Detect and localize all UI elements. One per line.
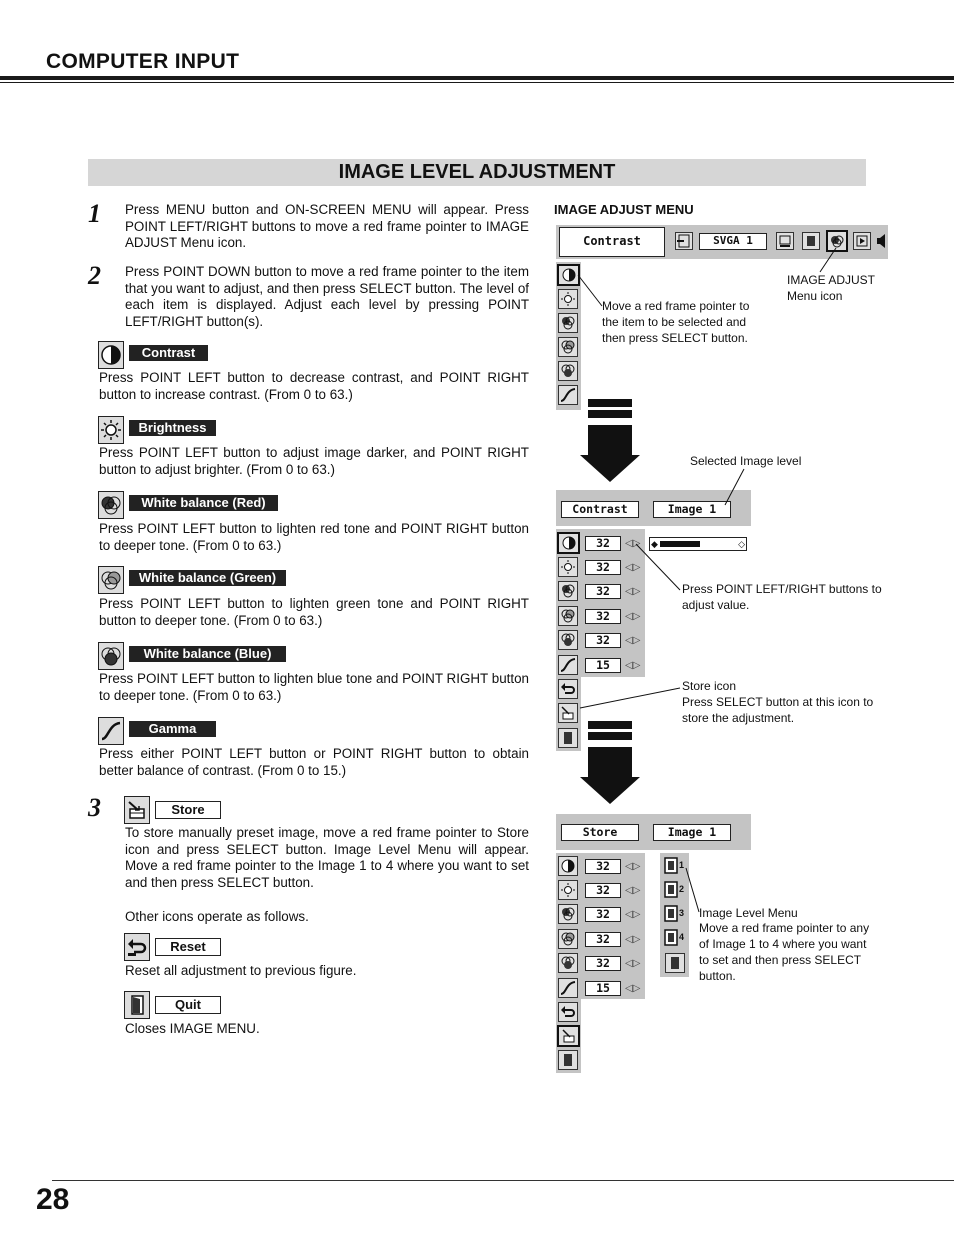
menu3-lr-arrows-1[interactable]: ◁▷ xyxy=(625,861,641,872)
white-balance-red-icon xyxy=(98,491,124,519)
down-arrow-2-bars xyxy=(588,721,632,743)
menu2-lr-arrows-4[interactable]: ◁▷ xyxy=(625,611,641,622)
gamma-label: Gamma xyxy=(129,721,216,737)
menu3-lr-arrows-4[interactable]: ◁▷ xyxy=(625,934,641,945)
white-balance-red-desc: Press POINT LEFT button to lighten red tone and POINT RIGHT button to deeper tone. (From 0 to 63.) xyxy=(99,521,529,553)
menu2-quit-icon xyxy=(558,728,578,748)
menu2-reset-icon xyxy=(558,679,578,699)
menu3-lr-arrows-5[interactable]: ◁▷ xyxy=(625,958,641,969)
menu3-value-brightness: 32 xyxy=(585,883,621,898)
menu3-value-wb-green: 32 xyxy=(585,932,621,947)
menu2-store-icon xyxy=(558,703,578,723)
screen-icon xyxy=(802,232,820,250)
footer-rule xyxy=(52,1180,954,1181)
gamma-desc: Press either POINT LEFT button or POINT RIGHT button to obtain better balance of contrast. (From 0 to 15.) xyxy=(99,746,529,778)
white-balance-green-label: White balance (Green) xyxy=(129,570,286,586)
step-number-3: 3 xyxy=(88,793,101,822)
menu2-value-wb-red: 32 xyxy=(585,584,621,599)
menu2-value-contrast: 32 xyxy=(585,536,621,551)
white-balance-blue-icon xyxy=(98,642,124,670)
header-rule xyxy=(0,76,954,80)
step-1-text: Press MENU button and ON-SCREEN MENU will appear. Press POINT LEFT/RIGHT buttons to move a red frame pointer to IMAGE ADJUST Menu icon. xyxy=(125,202,529,250)
annotation-move-pointer: Move a red frame pointer to the item to be selected and then press SELECT button. xyxy=(602,299,750,345)
gamma-icon xyxy=(98,717,124,745)
image-slot-2[interactable] xyxy=(664,881,686,899)
reset-desc: Reset all adjustment to previous figure. xyxy=(125,963,357,978)
image-slot-2-num: 2 xyxy=(679,884,685,894)
menu2-lr-arrows-3[interactable]: ◁▷ xyxy=(625,586,641,597)
brightness-label: Brightness xyxy=(129,420,216,436)
contrast-icon xyxy=(98,341,124,369)
menu3-wb-red-icon xyxy=(558,904,578,924)
step-2-text: Press POINT DOWN button to move a red frame pointer to the item that you want to adjust, and then press SELECT button. The level of each item is displayed. Adjust each level by pressing POINT LEFT/RIGHT button(s). xyxy=(125,264,529,329)
menu3-wb-blue-icon xyxy=(558,953,578,973)
menu2-value-brightness: 32 xyxy=(585,560,621,575)
brightness-icon xyxy=(98,416,124,444)
menu2-contrast-icon xyxy=(557,532,580,554)
menu-bar-2-field: Contrast xyxy=(561,501,639,518)
image-slot-3-num: 3 xyxy=(679,908,685,918)
white-balance-green-icon xyxy=(98,566,124,594)
menu3-gamma-icon xyxy=(558,978,578,998)
menu2-wb-blue-icon xyxy=(558,630,578,650)
menu2-value-gamma: 15 xyxy=(585,658,621,673)
reset-icon xyxy=(124,933,150,961)
annotation-store-title: Store icon xyxy=(682,679,737,693)
menu3-lr-arrows-3[interactable]: ◁▷ xyxy=(625,909,641,920)
annotation-level-desc: Move a red frame pointer to any of Image 1 to 4 where you want to set and then press SELECT button. xyxy=(699,921,870,983)
menu3-quit-icon xyxy=(558,1050,578,1070)
menu2-gamma-icon xyxy=(558,655,578,675)
annotation-adjust-value: Press POINT LEFT/RIGHT buttons to adjust value. xyxy=(682,582,882,612)
menu1-wb-blue-icon xyxy=(558,361,578,381)
menu-title: IMAGE ADJUST MENU xyxy=(554,202,694,217)
annotation-level-title: Image Level Menu xyxy=(699,906,798,920)
menu2-value-wb-blue: 32 xyxy=(585,633,621,648)
image-slot-4[interactable] xyxy=(664,929,686,947)
source-field: SVGA 1 xyxy=(699,233,767,250)
menu1-wb-green-icon xyxy=(558,337,578,357)
menu3-brightness-icon xyxy=(558,880,578,900)
quit-label: Quit xyxy=(155,996,221,1014)
menu3-value-gamma: 15 xyxy=(585,981,621,996)
menu1-gamma-icon xyxy=(558,385,578,405)
menu2-lr-arrows-1[interactable]: ◁▷ xyxy=(625,538,641,549)
menu2-lr-arrows-5[interactable]: ◁▷ xyxy=(625,635,641,646)
menu3-value-wb-red: 32 xyxy=(585,907,621,922)
menu2-wb-red-icon xyxy=(558,581,578,601)
section-title: IMAGE LEVEL ADJUSTMENT xyxy=(88,159,866,186)
menu1-brightness-icon xyxy=(558,289,578,309)
menu3-lr-arrows-6[interactable]: ◁▷ xyxy=(625,983,641,994)
quit-desc: Closes IMAGE MENU. xyxy=(125,1021,260,1036)
annotation-selected-level: Selected Image level xyxy=(690,454,802,468)
white-balance-blue-desc: Press POINT LEFT button to lighten blue tone and POINT RIGHT button to deeper tone. (From 0 to 63.) xyxy=(99,671,529,703)
menu2-wb-green-icon xyxy=(558,606,578,626)
menu3-store-icon xyxy=(557,1025,580,1047)
step-number-2: 2 xyxy=(88,261,101,290)
menu2-lr-arrows-2[interactable]: ◁▷ xyxy=(625,562,641,573)
quit-icon xyxy=(124,991,150,1019)
menu-bar-1-field: Contrast xyxy=(559,227,665,257)
setting-icon xyxy=(853,232,871,250)
image-level-quit-icon[interactable] xyxy=(665,953,685,973)
store-icon xyxy=(124,796,150,824)
menu3-value-contrast: 32 xyxy=(585,859,621,874)
down-arrow-2 xyxy=(580,747,640,804)
down-arrow-1-bars xyxy=(588,399,632,421)
store-label: Store xyxy=(155,801,221,819)
white-balance-green-desc: Press POINT LEFT button to lighten green tone and POINT RIGHT button to deeper tone. (From 0 to 63.) xyxy=(99,596,529,628)
white-balance-blue-label: White balance (Blue) xyxy=(129,646,286,662)
slider-left-diamond: ◆ xyxy=(651,539,658,549)
white-balance-red-label: White balance (Red) xyxy=(129,495,278,511)
menu2-value-wb-green: 32 xyxy=(585,609,621,624)
image-slot-1[interactable] xyxy=(664,857,686,875)
menu1-wb-red-icon xyxy=(558,313,578,333)
other-icons-text: Other icons operate as follows. xyxy=(125,909,309,924)
menu2-brightness-icon xyxy=(558,557,578,577)
menu1-contrast-icon xyxy=(557,264,580,286)
brightness-desc: Press POINT LEFT button to adjust image darker, and POINT RIGHT button to adjust brighter. (From 0 to 63.) xyxy=(99,445,529,477)
menu3-wb-green-icon xyxy=(558,929,578,949)
menu3-lr-arrows-2[interactable]: ◁▷ xyxy=(625,885,641,896)
menu-bar-2-image: Image 1 xyxy=(653,501,731,518)
system-icon xyxy=(776,232,794,250)
page-number: 28 xyxy=(36,1183,70,1216)
header-rule-thin xyxy=(0,82,954,83)
page-header-title: COMPUTER INPUT xyxy=(46,50,240,73)
step-number-1: 1 xyxy=(88,199,101,228)
menu3-contrast-icon xyxy=(558,856,578,876)
down-arrow-1 xyxy=(580,425,640,482)
sound-icon xyxy=(876,233,886,249)
reset-label: Reset xyxy=(155,938,221,956)
contrast-desc: Press POINT LEFT button to decrease contrast, and POINT RIGHT button to increase contrast. (From 0 to 63.) xyxy=(99,370,529,402)
annotation-image-adjust-icon: IMAGE ADJUST Menu icon xyxy=(787,273,876,303)
value-slider-fill xyxy=(660,541,700,547)
image-slot-1-num: 1 xyxy=(679,860,685,870)
step-3-text: To store manually preset image, move a red frame pointer to Store icon and press SELECT button. Image Level Menu will appear. Move a red frame pointer to the Image 1 to 4 where you want to set and then press SELECT button. xyxy=(125,825,529,890)
slider-right-diamond: ◇ xyxy=(738,539,745,549)
menu3-value-wb-blue: 32 xyxy=(585,956,621,971)
annotation-store-desc: Press SELECT button at this icon to store the adjustment. xyxy=(682,695,874,725)
menu3-reset-icon xyxy=(558,1002,578,1022)
menu-bar-3-image: Image 1 xyxy=(653,824,731,841)
input-icon xyxy=(675,232,693,250)
value-slider[interactable] xyxy=(649,537,747,551)
menu-bar-3-field: Store xyxy=(561,824,639,841)
menu2-lr-arrows-6[interactable]: ◁▷ xyxy=(625,660,641,671)
contrast-label: Contrast xyxy=(129,345,208,361)
image-slot-3[interactable] xyxy=(664,905,686,923)
image-adjust-icon xyxy=(826,230,848,252)
image-slot-4-num: 4 xyxy=(679,932,685,942)
